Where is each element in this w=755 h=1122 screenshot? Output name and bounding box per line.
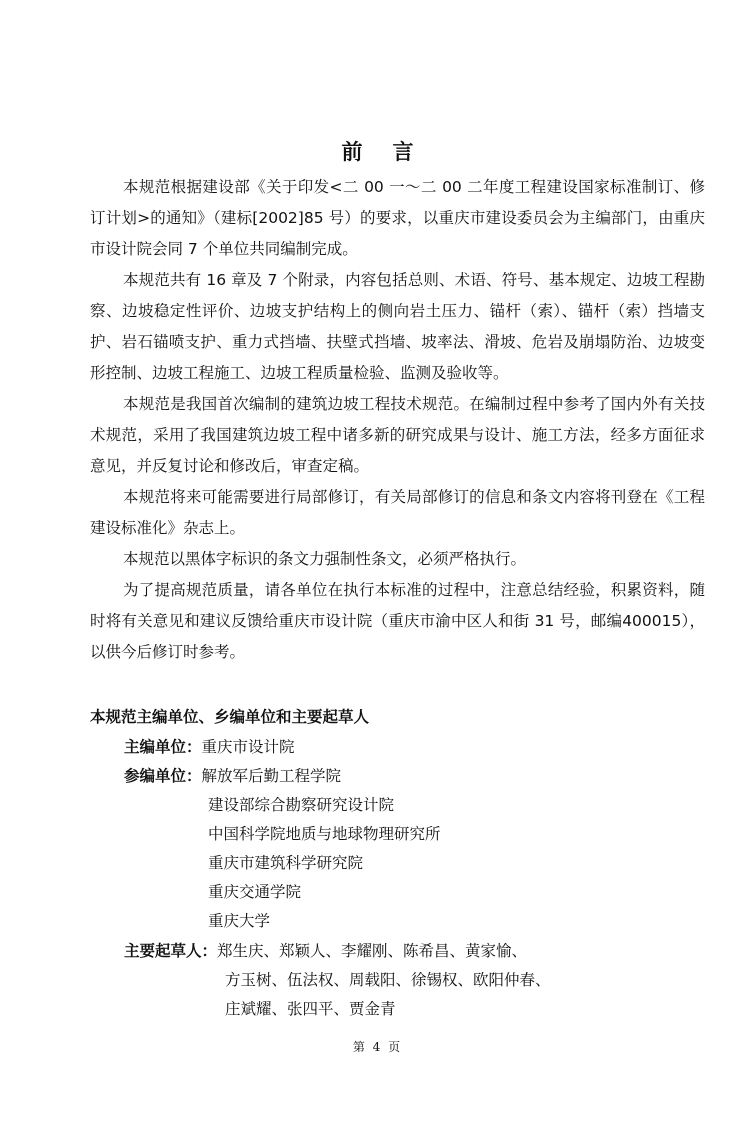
participating-unit-row <box>124 762 341 791</box>
chief-unit-label: 主编单位： <box>124 738 202 756</box>
participating-unit-value: 解放军后勤工程学院 <box>201 767 342 785</box>
participating-unit-item: 重庆市建筑科学研究院 <box>208 854 364 872</box>
chief-unit-row <box>124 733 295 762</box>
paragraph-contents: 本规范共有 16 章及 7 个附录，内容包括总则、术语、符号、基本规定、边坡工程勘察、边坡稳定性评价、边坡支护结构上的侧向岩土压力、锚杆（索）、锚杆（索）挡墙支护、岩石锚喷支护、重力式挡墙、扶壁式挡墙、坡率法、滑坡、危岩及崩塌防治、边坡变形控制、边坡工程施工、边坡工程质量检验、监测及验收等。 <box>90 271 705 382</box>
drafters-row <box>124 937 527 966</box>
paragraph-feedback: 为了提高规范质量，请各单位在执行本标准的过程中，注意总结经验，积累资料，随时将有关意见和建议反馈给重庆市设计院（重庆市渝中区人和街 31 号，邮编400015），以供今后修订时参考。 <box>90 581 705 661</box>
page-number: 第 4 页 <box>352 1040 403 1054</box>
preface-body <box>90 172 705 668</box>
paragraph-basis: 本规范根据建设部《关于印发<二 00 一～二 00 二年度工程建设国家标准制订、修订计划>的通知》（建标[2002]85 号）的要求，以重庆市建设委员会为主编部门，由重庆市设计院会同 7 个单位共同编制完成。 <box>90 178 705 258</box>
drafters-line: 庄斌耀、张四平、贾金青 <box>225 1000 396 1018</box>
participating-unit-item: 中国科学院地质与地球物理研究所 <box>208 825 441 843</box>
drafters-label: 主要起草人： <box>124 942 218 960</box>
chief-unit-value: 重庆市设计院 <box>201 738 295 756</box>
paragraph-mandatory: 本规范以黑体字标识的条文力强制性条文，必须严格执行。 <box>123 550 527 568</box>
participating-unit-item: 重庆大学 <box>208 912 271 930</box>
paragraph-revision: 本规范将来可能需要进行局部修订，有关局部修订的信息和条文内容将刊登在《工程建设标准化》杂志上。 <box>90 488 705 537</box>
participating-unit-label: 参编单位： <box>124 767 202 785</box>
drafters-line: 方玉树、伍法权、周载阳、徐锡权、欧阳仲春、 <box>225 971 551 989</box>
participating-unit-item: 建设部综合勘察研究设计院 <box>208 796 395 814</box>
paragraph-first-edition: 本规范是我国首次编制的建筑边坡工程技术规范。在编制过程中参考了国内外有关技术规范，采用了我国建筑边坡工程中诸多新的研究成果与设计、施工方法，经多方面征求意见，并反复讨论和修改后，审查定稿。 <box>90 395 705 475</box>
page-title: 前言 <box>341 139 444 164</box>
units-section-heading: 本规范主编单位、乡编单位和主要起草人 <box>90 708 370 726</box>
participating-unit-item: 重庆交通学院 <box>208 883 302 901</box>
drafters-line: 郑生庆、郑颖人、李耀刚、陈希昌、黄家愉、 <box>217 942 528 960</box>
